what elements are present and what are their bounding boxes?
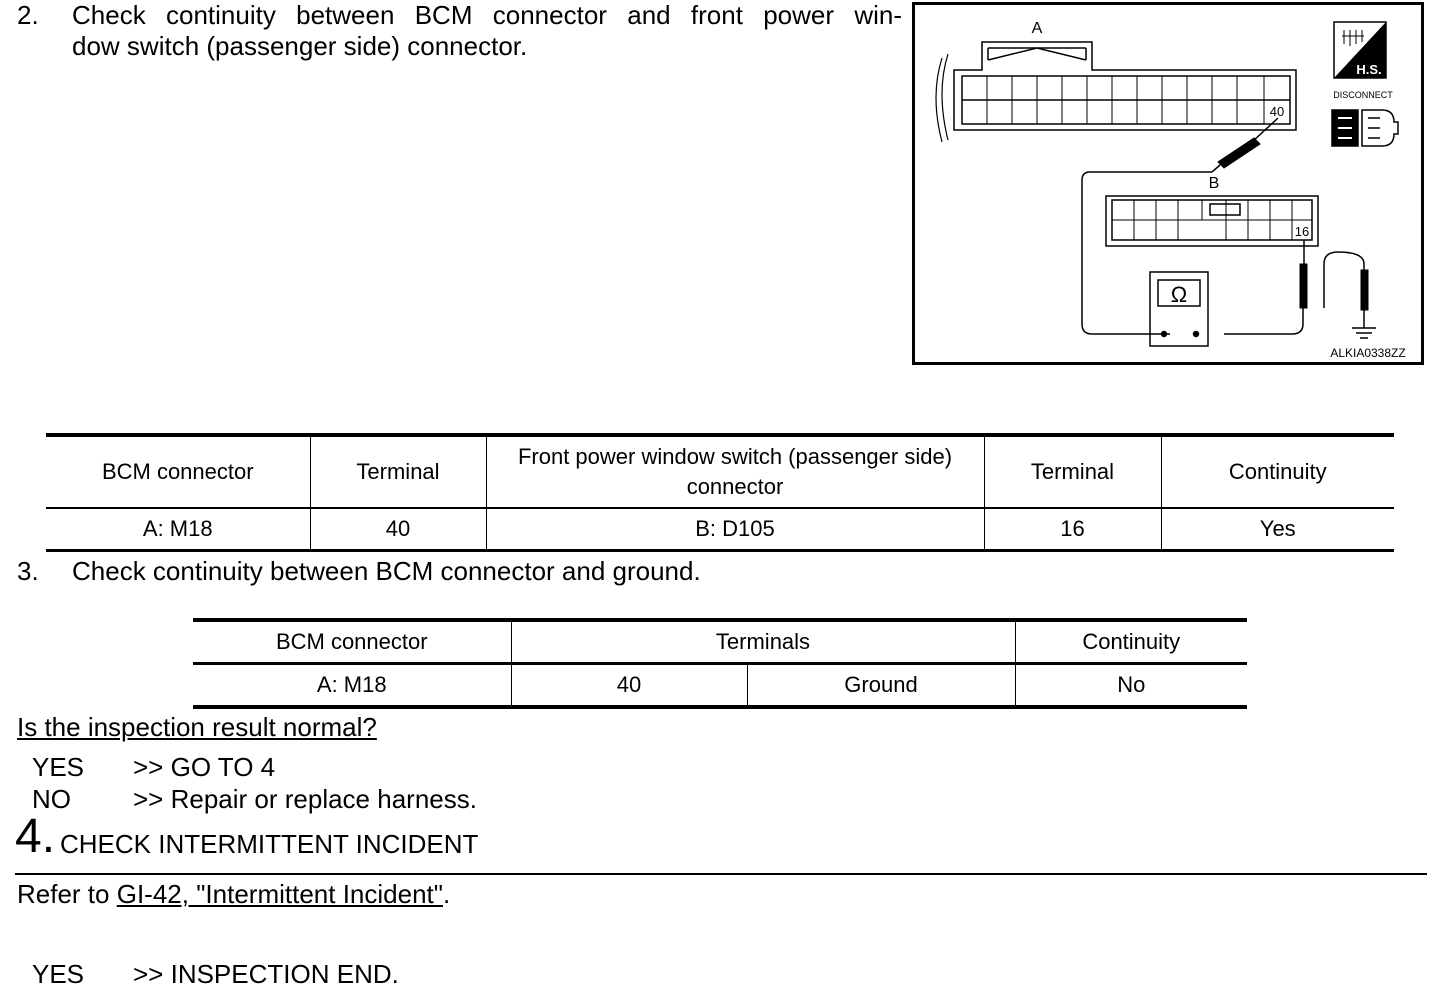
step-2-line-2: dow switch (passenger side) connector. [72, 31, 528, 61]
step-2-text [72, 0, 902, 62]
t1-header-terminal-b: Terminal [984, 435, 1161, 508]
final-answer-key: YES [32, 959, 85, 989]
t1-header-switch-line-2: connector [686, 474, 784, 499]
table-1-header-row [46, 435, 1394, 508]
t1-cell-terminal-a: 40 [310, 508, 486, 551]
t1-header-continuity: Continuity [1161, 435, 1394, 508]
t2-header-terminals: Terminals [511, 620, 1015, 664]
ohm-symbol: Ω [1170, 282, 1188, 307]
step-2-line-1: Check continuity between BCM connector and front power win- [72, 0, 902, 30]
hs-label: H.S. [1356, 62, 1382, 77]
t1-cell-terminal-b: 16 [984, 508, 1161, 551]
answer-yes-key: YES [32, 752, 85, 782]
continuity-table-1 [46, 433, 1394, 552]
terminal-40-label: 40 [1269, 104, 1285, 119]
continuity-table-2 [193, 618, 1247, 709]
t1-cell-continuity: Yes [1161, 508, 1394, 551]
t1-cell-bcm-connector: A: M18 [142, 516, 213, 541]
table-row [193, 664, 1247, 708]
refer-suffix: . [443, 879, 451, 909]
t2-cell-ground: Ground [747, 664, 1015, 708]
figure-id: ALKIA0338ZZ [1330, 346, 1406, 360]
t2-header-bcm-connector: BCM connector [193, 620, 511, 664]
inspection-question: Is the inspection result normal? [17, 712, 377, 742]
connector-diagram [912, 2, 1424, 365]
figure-label-a: A [1031, 20, 1043, 37]
answer-no-key: NO [32, 784, 71, 814]
disconnect-icon [1332, 110, 1398, 146]
t2-cell-bcm-connector: A: M18 [316, 672, 387, 697]
t1-header-switch-connector [486, 435, 984, 508]
answer-yes-text: >> GO TO 4 [133, 752, 276, 782]
t2-header-continuity: Continuity [1015, 620, 1247, 664]
terminal-16-label: 16 [1294, 224, 1310, 239]
refer-line [17, 879, 450, 910]
answer-no-text: >> Repair or replace harness. [133, 784, 477, 814]
figure-label-b: B [1208, 175, 1220, 192]
refer-prefix: Refer to [17, 879, 117, 909]
step-2-number: 2. [17, 0, 39, 30]
step-3-text: Check continuity between BCM connector and ground. [72, 556, 701, 586]
t2-cell-continuity: No [1015, 664, 1247, 708]
disconnect-label: DISCONNECT [1333, 90, 1393, 100]
t1-header-bcm-connector: BCM connector [46, 435, 310, 508]
intermittent-incident-link[interactable]: GI-42, "Intermittent Incident" [116, 879, 443, 909]
t1-cell-switch-connector: B: D105 [486, 508, 984, 551]
table-row [46, 508, 1394, 551]
t1-header-switch-line-1: Front power window switch (passenger side) [517, 444, 953, 469]
t1-header-terminal-a: Terminal [310, 435, 486, 508]
final-answer-text: >> INSPECTION END. [133, 959, 399, 989]
step-4-number: 4. [15, 810, 56, 863]
t2-cell-terminal: 40 [511, 664, 747, 708]
table-2-header-row [193, 620, 1247, 664]
step-3-number: 3. [17, 556, 39, 586]
section-divider [15, 873, 1427, 875]
step-4-title: CHECK INTERMITTENT INCIDENT [60, 829, 479, 859]
